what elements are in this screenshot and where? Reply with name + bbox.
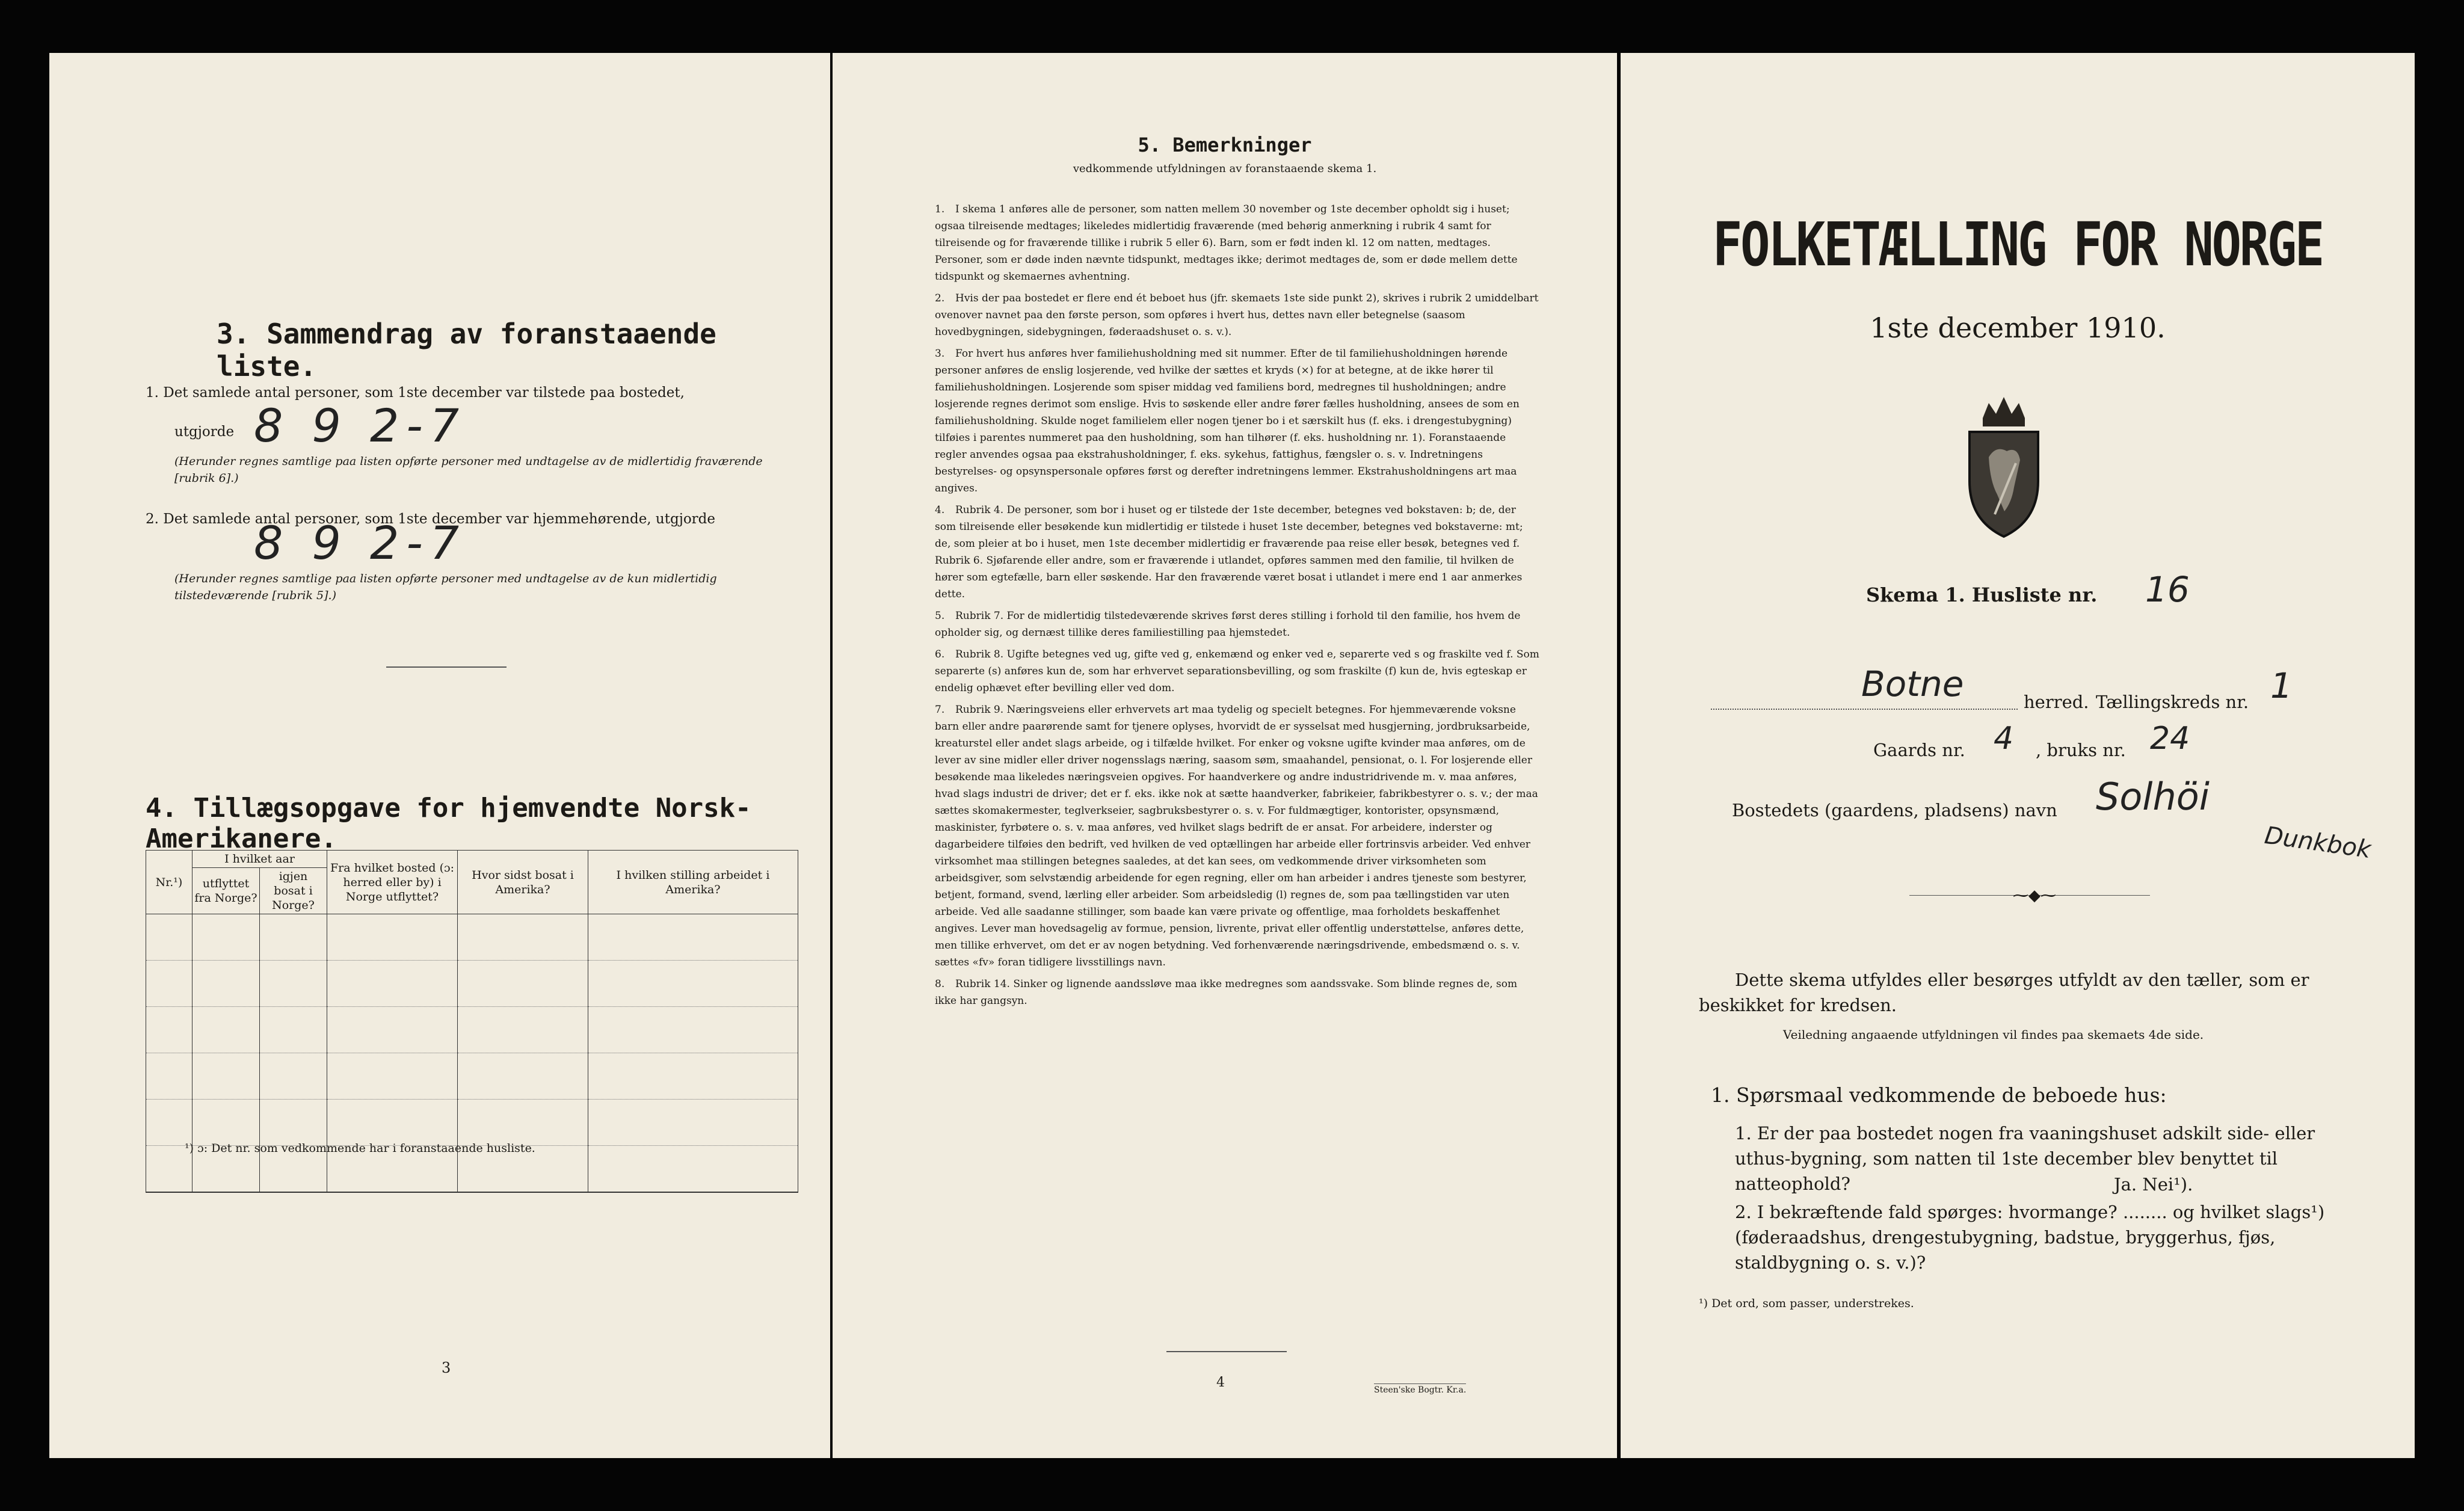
questions-heading: 1. Spørsmaal vedkommende de beboede hus: [1711,1083,2167,1107]
remark-item [935,201,1539,285]
bosted-value: Solhöi [2096,775,2210,819]
remark-number: 4. [935,504,945,516]
remark-text: Rubrik 7. For de midlertidig tilstedeværende skrives først deres stilling i forhold til den familie, hos hvem de opholder sig, og dernæst tillike deres familiestilling paa hjemstedet. [935,610,1521,639]
remark-number: 3. [935,348,945,360]
bruks-value: 24 [2150,721,2190,757]
kreds-value: 1 [2270,665,2293,706]
table-row [146,1007,798,1053]
document-title: FOLKETÆLLING FOR NORGE [1713,209,2323,280]
remark-item [935,345,1539,497]
remark-text: Rubrik 14. Sinker og lignende aandssløve maa ikke medregnes som aandssvake. Som blinde regnes de, som ikke har gangsyn. [935,978,1518,1007]
husliste-number: 16 [2145,569,2190,610]
bosted-extra: Dunkbok [2262,821,2373,864]
col-where-last: Hvor sidst bosat i Amerika? [458,851,588,914]
q1-handwritten: 8 9 2-7 [254,399,467,452]
remark-text: Rubrik 8. Ugifte betegnes ved ug, gifte ved g, enkemænd og enker ved e, separerte ved s og fraskilte ved f. Som separerte (s) anføres kun de, som har erhvervet separationsbevilling, og som fraskilte (f) kun de, hvis egteskap er endelig ophævet efter bevilling eller ved dom. [935,648,1539,694]
herred-label: herred. [2024,692,2089,712]
q1-note: (Herunder regnes samtlige paa listen opførte personer med undtagelse av de midlertidig fraværende [rubrik 6].) [174,455,763,485]
instruction-note: Veiledning angaaende utfyldningen vil findes paa skemaets 4de side. [1783,1027,2204,1042]
divider [386,666,507,668]
right-page [1621,53,2415,1458]
left-page [49,53,830,1458]
remark-item [935,608,1539,641]
q1-utgjorde: utgjorde [174,424,235,440]
table-footnote: ¹) ɔ: Det nr. som vedkommende har i foranstaaende husliste. [185,1142,535,1155]
middle-page [833,53,1617,1458]
table-row [146,914,798,961]
gaards-value: 4 [1994,721,2014,757]
col-year-group: I hvilket aar [192,851,327,868]
q2-note: (Herunder regnes samtlige paa listen opførte personer med undtagelse av de kun midlertidig tilstedeværende [rubrik 5].) [174,572,717,602]
q1-text: 1. Det samlede antal personer, som 1ste december var tilstede paa bostedet, [146,385,685,401]
table-row [146,1053,798,1100]
bosted-label: Bostedets (gaardens, pladsens) navn [1732,800,2057,820]
gaards-label: Gaards nr. [1873,740,1965,760]
remark-text: Rubrik 9. Næringsveiens eller erhvervets art maa tydelig og specielt betegnes. For hjemmeværende voksne barn eller andre paarørende samt for tjenere oplyses, hvorvidt de er sysselsat med husgjerning, jordbruksarbeide, kreaturstel eller andet slags arbeide, og i tilfælde hvilket. For enker og voksne ugifte kvinder maa anføres, om de lever av sine midler eller driver nogensslags næring, saasom søm, smaahandel, pensionat, o. l. For losjerende eller besøkende maa likeledes næringsveien opgives. For haandverkere og andre industridrivende m. v. maa anføres, hvad slags industri de driver; det er f. eks. ikke nok at sætte haandverker, fabrikeier, fabrikbestyrer o. s. v.; der maa sættes skomakermester, teglverkseier, sagbruksbestyrer o. s. v. For fuldmægtiger, kontorister, opsynsmænd, maskinister, fyrbøtere o. s. v. maa anføres, ved hvilket slags bedrift de er ansat. For arbeidere, inderster og dagarbeidere tilføies den bedrift, ved hvilken de ved optællingen har arbeide eller fortrinsvis arbeider. Ved enhver virksomhet maa stillingen betegnes saaledes, at det kan sees, om vedkommende driver virksomheten som arbeidsgiver, som selvstændig arbeidende for egen regning, eller om han arbeider i andres tjeneste som bestyrer, betjent, formand, svend, lærling eller arbeider. Som arbeidsledig (l) regnes de, som paa tællingstiden var uten arbeide. Ved alle saadanne stillinger, som baade kan være private og offentlige, maa forholdets beskaffenhet angives. Lever man hovedsagelig av formue, pension, livrente, privat eller offentlig understøttelse, anføres dette, men tillike erhvervet, om det er av nogen betydning. Ved forhenværende næringsdrivende, embedsmænd o. s. v. sættes «fv» foran tidligere livsstillings navn. [935,704,1538,968]
q2-handwritten: 8 9 2-7 [254,516,467,570]
remark-number: 2. [935,292,945,304]
remark-number: 1. [935,203,945,215]
remark-text: Rubrik 4. De personer, som bor i huset og er tilstede der 1ste december, betegnes ved bokstaven: b; de, der som tilreisende eller besøkende kun midlertidig er tilstede i huset 1ste december, betegnes ved bokstaverne: mt; de, som pleier at bo i huset, men 1ste december midlertidig er fraværende paa reise eller besøk, betegnes ved f. Rubrik 6. Sjøfarende eller andre, som er fraværende i utlandet, opføres sammen med den familie, til hvilken de hører som egtefælle, barn eller søskende. Har den fraværende været bosat i utlandet i mere end 1 aar anmerkes dette. [935,504,1523,600]
ornament-divider-icon: ⁓◆⁓ [2013,887,2056,905]
remarks-title: 5. Bemerkninger [1138,134,1312,156]
bruks-label: , bruks nr. [2036,740,2126,760]
table-row [146,961,798,1007]
remark-number: 8. [935,978,945,990]
remarks-subtitle: vedkommende utfyldningen av foranstaaende skema 1. [1073,162,1377,175]
remark-item [935,701,1539,971]
remark-text: For hvert hus anføres hver familiehusholdning med sit nummer. Efter de til familiehusholdningen hørende personer anføres de enslig losjerende, ved hvilke der sættes et kryds (×) for at betegne, at de ikke hører til familiehusholdningen. Losjerende som spiser middag ved familiens bord, medregnes til husholdningen; andre losjerende regnes derimot som enslige. Hvis to søskende eller andre fører fælles husholdning, ansees de som en familiehusholdning. Skulde noget familielem eller nogen tjener bo i et særskilt hus (f. eks. i drengestubygning) tilføies i parentes nummeret paa den husholdning, som han tilhører (f. eks. husholdning nr. 1). Foranstaaende regler anvendes ogsaa paa ekstrahusholdninger, f. eks. sykehus, fattighus, fængsler o. s. v. Indretningens bestyrelses- og opsynspersonale opføres først og derefter indretningens lemmer. Ekstrahusholdningens art maa angives. [935,348,1520,494]
table-row [146,1100,798,1146]
section4-title: 4. Tillægsopgave for hjemvendte Norsk-Amerikanere. [146,793,751,854]
kreds-label: Tællingskreds nr. [2096,692,2249,712]
skema-label: Skema 1. Husliste nr. [1866,583,2098,606]
remark-item [935,502,1539,603]
question-2: 2. I bekræftende fald spørges: hvormange? ........ og hvilket slags¹) (føderaadshus, drengestubygning, badstue, bryggerhus, fjøs, staldbygning o. s. v.)? [1735,1202,2325,1273]
col-emigrated: utflyttet fra Norge? [192,868,260,914]
remark-text: Hvis der paa bostedet er flere end ét beboet hus (jfr. skemaets 1ste side punkt 2), skrives i rubrik 2 umiddelbart ovenover navnet paa den første person, som opføres i hvert hus, dettes navn eller betegnelse (saasom hovedbygningen, sidebygningen, føderaadshuset o. s. v.). [935,292,1539,338]
footnote: ¹) Det ord, som passer, understrekes. [1699,1297,1914,1310]
norwegian-lion-crest-icon [1959,391,2049,541]
divider [1166,1351,1287,1352]
remarks-list [935,201,1539,1014]
col-nr: Nr.¹) [146,851,192,914]
q2-text: 2. Det samlede antal personer, som 1ste december var hjemmehørende, utgjorde [146,511,716,527]
remark-item [935,290,1539,340]
col-occupation: I hvilken stilling arbeidet i Amerika? [588,851,798,914]
remark-item [935,976,1539,1009]
remark-item [935,646,1539,697]
printer-mark: Steen'ske Bogtr. Kr.a. [1374,1383,1466,1395]
census-date: 1ste december 1910. [1870,312,2166,344]
remark-number: 7. [935,704,945,716]
remark-number: 6. [935,648,945,660]
question-1: 1. Er der paa bostedet nogen fra vaaningshuset adskilt side- eller uthus-bygning, som natten til 1ste december blev benyttet til natteophold? [1735,1123,2315,1194]
page-number: 3 [442,1359,451,1376]
page-number: 4 [1216,1375,1225,1390]
remark-text: I skema 1 anføres alle de personer, som natten mellem 30 november og 1ste december opholdt sig i huset; ogsaa tilreisende medtages; likeledes midlertidig fraværende (med behørig anmerkning i rubrik 4 samt for tilreisende og for fraværende tillike i rubrik 5 eller 6). Barn, som er født inden kl. 12 om natten, medtages. Personer, som er døde inden nævnte tidspunkt, medtages ikke; derimot medtages de, som er døde mellem dette tidspunkt og skemaernes avhentning. [935,203,1518,283]
instruction-text: Dette skema utfyldes eller besørges utfyldt av den tæller, som er beskikket for kredsen. [1699,970,2309,1015]
col-returned: igjen bosat i Norge? [260,868,327,914]
col-from-where: Fra hvilket bosted (ɔ: herred eller by) i Norge utflyttet? [327,851,458,914]
herred-value: Botne [1861,663,1964,704]
question-1-answer: Ja. Nei¹). [2114,1174,2193,1195]
section3-title: 3. Sammendrag av foranstaaende liste. [217,318,716,383]
remark-number: 5. [935,610,945,622]
